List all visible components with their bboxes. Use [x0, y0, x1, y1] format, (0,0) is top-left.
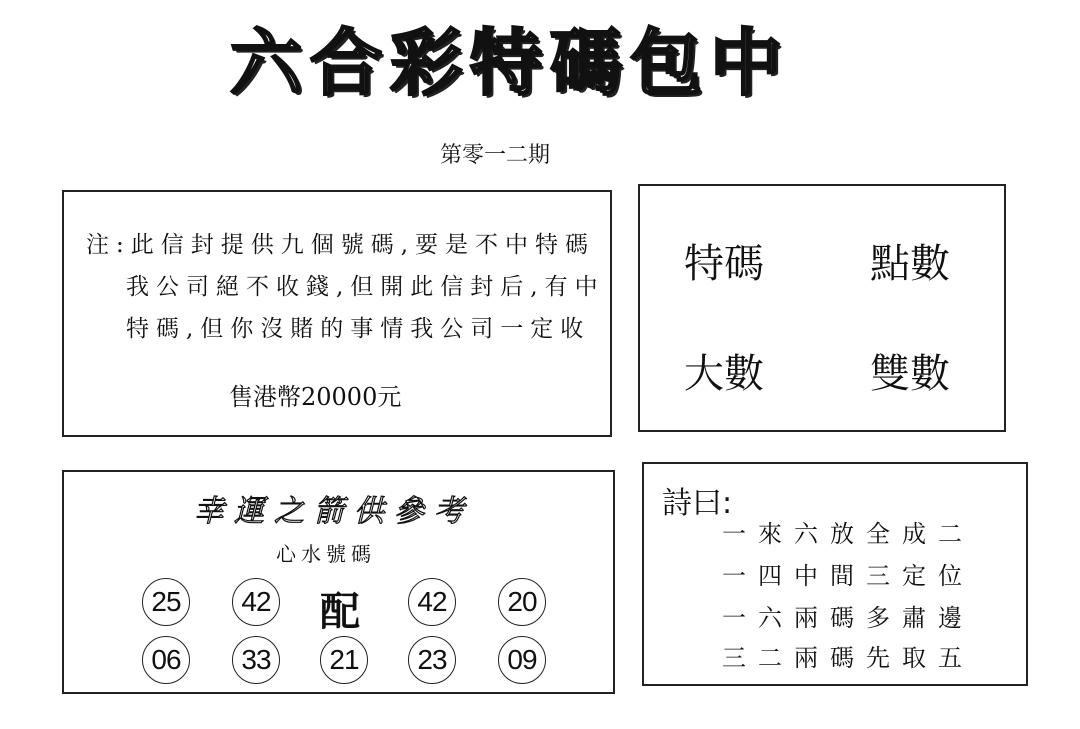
poem-line-4: 三二兩碼先取五	[722, 644, 974, 672]
pair-character: 配	[320, 588, 360, 635]
number-ball: 33	[232, 636, 280, 684]
issue-number: 第零一二期	[440, 143, 551, 168]
number-ball: 09	[498, 636, 546, 684]
lucky-title: 幸運之箭供參考	[194, 494, 474, 529]
notice-line-2: 我公司絕不收錢,但開此信封后,有中	[126, 274, 605, 300]
number-ball: 25	[142, 578, 190, 626]
poem-line-1: 一來六放全成二	[722, 520, 974, 548]
type-big-number: 大數	[684, 351, 764, 397]
number-types-box	[638, 184, 1006, 432]
notice-box	[62, 190, 612, 437]
poem-line-3: 一六兩碼多肅邊	[722, 604, 974, 632]
type-points: 點數	[870, 241, 950, 287]
lucky-subtitle: 心水號碼	[276, 542, 376, 566]
poem-box	[642, 462, 1028, 686]
price-text: 售港幣20000元	[229, 383, 402, 411]
number-ball: 23	[408, 636, 456, 684]
type-even-number: 雙數	[870, 351, 950, 397]
number-ball: 42	[408, 578, 456, 626]
lucky-numbers-box	[62, 470, 615, 694]
number-ball: 06	[142, 636, 190, 684]
poem-title: 詩曰:	[662, 486, 733, 521]
number-ball: 20	[498, 578, 546, 626]
notice-line-1: 注:此信封提供九個號碼,要是不中特碼	[86, 232, 596, 258]
notice-line-3: 特碼,但你沒賭的事情我公司一定收	[126, 316, 591, 342]
number-ball: 42	[232, 578, 280, 626]
type-special-number: 特碼	[684, 241, 764, 287]
page-title: 六合彩特碼包中	[230, 20, 791, 105]
number-ball: 21	[320, 636, 368, 684]
poem-line-2: 一四中間三定位	[722, 562, 974, 590]
